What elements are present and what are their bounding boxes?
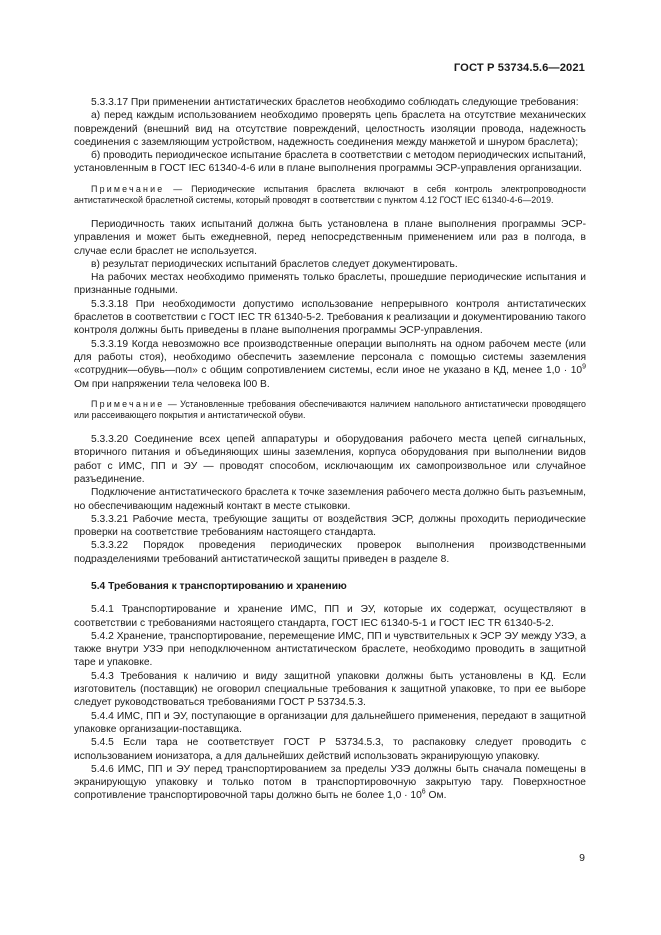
note-label: Примечание xyxy=(91,183,165,194)
paragraph-5-4-3: 5.4.3 Требования к наличию и виду защитной упаковки должны быть установлены в КД. Если изготовитель (поставщик) не оговорил специальные требования к защитной упаковке, то при ее выборе следует руководствоваться требованиями ГОСТ Р 53734.5.3. xyxy=(74,670,586,709)
note-text: — Установленные требования обеспечиваются наличием напольного антистатически проводящего или рассеивающего покрытия и антистатической обуви. xyxy=(74,398,586,421)
section-heading-5-4: 5.4 Требования к транспортированию и хранению xyxy=(91,580,347,592)
page-body xyxy=(74,96,586,806)
paragraph-5-4-6 xyxy=(74,763,586,803)
paragraph-5-3-3-20: 5.3.3.20 Соединение всех цепей аппаратуры и оборудования рабочего места цепей сигнальных, вторичного питания и объединяющих шины заземления, корпуса оборудования при выполнении видов работ с ИМС, ПП и ЭУ — проводят способом, исключающим их самопроизвольное или случайное разъединение. xyxy=(74,434,586,485)
list-item-b: б) проводить периодическое испытание браслета в соответствии с методом периодических испытаний, установленным в ГОСТ IEC 61340-4-6 или в плане выполнения программы ЭСР-управления организации. xyxy=(74,150,586,175)
paragraph-5-4-4: 5.4.4 ИМС, ПП и ЭУ, поступающие в организации для дальнейшего применения, передают в защитной упаковке организации-поставщика. xyxy=(74,710,586,735)
paragraph-5-4-2: 5.4.2 Хранение, транспортирование, перемещение ИМС, ПП и чувствительных к ЭСР ЭУ между УЗЭ, а также внутри УЗЭ при неподключенном антистатическом браслете, необходимо проводить в защитной таре и упаковке. xyxy=(74,630,586,669)
paragraph-text: 5.4.6 ИМС, ПП и ЭУ перед транспортированием за пределы УЗЭ должны быть сначала помещены в экранирующую упаковку и только потом в транспортировочную закрытую тару. Поверхностное сопротивление транспортировочной тары должно быть не более 1,0 · 10 xyxy=(74,763,586,802)
paragraph-5-3-3-19 xyxy=(74,338,586,391)
paragraph-periodicity: Периодичность таких испытаний должна быть установлена в плане выполнения программы ЭСР-управления и может быть ежедневной, перед непосредственным применением или раз в полгода, в случае если браслет не используется. xyxy=(74,218,586,257)
paragraph-bracelet-connection: Подключение антистатического браслета к точке заземления рабочего места должно быть разъемным, но обеспечивающим надежный контакт в месте стыковки. xyxy=(74,487,586,512)
paragraph-5-3-3-18: 5.3.3.18 При необходимости допустимо использование непрерывного контроля антистатических браслетов в соответствии с ГОСТ IEC TR 61340-5-2. Требования к реализации и документированию такого контроля должны быть приведены в плане выполнения программы ЭСР-управления. xyxy=(74,298,586,337)
page-number: 9 xyxy=(579,852,585,864)
note-1 xyxy=(74,184,586,207)
exponent: 9 xyxy=(582,363,586,371)
paragraph-5-4-1: 5.4.1 Транспортирование и хранение ИМС, ПП и ЭУ, которые их содержат, осуществляют в соответствии с требованиями настоящего стандарта, ГОСТ IEC 61340-5-1 и ГОСТ IEC TR 61340-5-2. xyxy=(74,604,586,629)
paragraph-5-3-3-21: 5.3.3.21 Рабочие места, требующие защиты от воздействия ЭСР, должны проходить периодические проверки на соответствие требованиям настоящего стандарта. xyxy=(74,513,586,539)
paragraph-5-3-3-22: 5.3.3.22 Порядок проведения периодических проверок выполнения производственными подразделениями требований антистатической защиты приведен в разделе 8. xyxy=(74,540,586,565)
paragraph-5-4-5: 5.4.5 Если тара не соответствует ГОСТ Р 53734.5.3, то распаковку следует проводить с использованием ионизатора, а для дальнейших действий использовать экранирующую упаковку. xyxy=(74,737,586,762)
list-item-a: а) перед каждым использованием необходимо проверять цепь браслета на отсутствие механических повреждений (внешний вид на отсутствие повреждений, целостность изоляции провода, надежность соединения с заземляющим устройством, надежность соединения между манжетой и шнуром браслета); xyxy=(74,110,586,148)
paragraph-5-3-3-17: 5.3.3.17 При применении антистатических браслетов необходимо соблюдать следующие требования: xyxy=(91,97,579,108)
document-header: ГОСТ Р 53734.5.6—2021 xyxy=(453,62,585,74)
paragraph-text: 5.3.3.19 Когда невозможно все производственные операции выполнять на одном рабочем месте (или для работы стоя), необходимо обеспечить заземление персонала с помощью системы заземления «сотрудник—обувь—пол» с общим сопротивлением системы, если иное не указано в КД, менее 1,0 · 10 xyxy=(74,338,586,377)
exponent: 6 xyxy=(421,789,426,797)
note-label: Примечание xyxy=(91,398,165,409)
note-2 xyxy=(74,399,586,422)
paragraph-tail: Ом при напряжении тела человека l00 В. xyxy=(74,378,270,390)
note-text: — Периодические испытания браслета включают в себя контроль электропроводности антистатической браслетной системы, который проводят в соответствии с пунктом 4.12 ГОСТ IEC 61340-4-6—2019. xyxy=(74,183,586,206)
list-item-v: в) результат периодических испытаний браслетов следует документировать. xyxy=(91,258,458,270)
paragraph-workplaces: На рабочих местах необходимо применять только браслеты, прошедшие периодические испытания и признанные годными. xyxy=(74,272,586,297)
paragraph-tail: Ом. xyxy=(425,790,447,802)
